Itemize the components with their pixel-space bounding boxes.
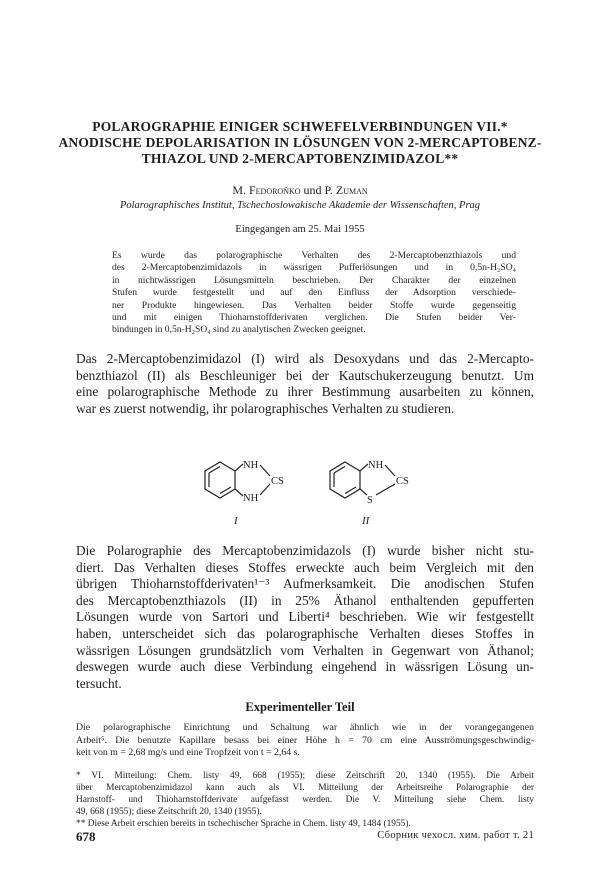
author-2-surname: Zuman [335,183,368,197]
author-line [40,183,560,198]
title-line-3: THIAZOL UND 2-MERCAPTOBENZIMIDAZOL** [141,151,459,166]
author-1-initial: M. [232,183,249,197]
article-title [40,119,560,167]
main-line: tersucht. [76,675,122,691]
footnote-line: * VI. Mitteilung: Chem. listy 49, 668 (1955); diese Zeitschrift 20, 1340 (1955). Die Arbeit [76,771,534,781]
received-date: Eingegangen am 25. Mai 1955 [235,224,365,235]
footnote-line: ** Diese Arbeit erschien bereits in tschechischer Sprache in Chem. listy 49, 1484 (1955). [76,819,411,829]
main-line: des Mercaptobenzthiazols (II) in 25% Äthanol enthaltenden gepufferten [76,592,534,608]
footnote-line: Harnstoff- und Thioharnstoffderivate aufgefasst werden. Die V. Mitteilung siehe Chem. listy [76,795,534,805]
structure-II [330,462,395,498]
structural-formulas [190,452,430,532]
structure-II-bottom-group: S [367,495,373,506]
author-2-initial: P. [324,183,336,197]
abstract-line: Stufen wurde festgestellt und auf den Einfluss der Adsorption verschiede- [112,287,516,299]
main-line: haben, unterscheidet sich das polarographische Verhalten dieses Stoffes in [76,625,534,641]
structure-I-top-group: NH [243,460,259,471]
author-connector: und [300,183,325,197]
structure-II-top-group: NH [368,460,384,471]
page-number: 678 [76,829,96,844]
main-line: diert. Das Verhalten dieses Stoffes erweckte auch beim Vergleich mit den [76,559,534,575]
intro-line: eine polarographische Methode zu ihrer Bestimmung ausarbeiten zu können, [76,384,534,400]
main-paragraph [76,543,534,692]
abstract-line: ner Produkte hingewiesen. Das Verhalten beider Stoffe wurde gegenseitig [112,299,516,311]
abstract [112,250,516,337]
intro-line: war es zuerst notwendig, ihr polarographisches Verhalten zu studieren. [76,400,455,416]
footnote-line: über Mercaptobenzimidazol kann auch als VI. Mitteilung der Arbeitsreihe Polarographie der [76,783,534,793]
main-line: deswegen wurde auch diese Verbindung eingehend in wässrigen Lösung un- [76,659,534,675]
structure-II-label: II [362,515,370,527]
institution: Polarographisches Institut, Tschechoslowakische Akademie der Wissenschaften, Prag [119,200,481,211]
intro-line: benzthiazol (II) als Beschleuniger bei der Kautschukerzeugung benutzt. Um [76,367,534,383]
main-line: wässrigen Lösungen grundsätzlich vom Verhalten in Gegenwart von Äthanol; [76,642,534,658]
abstract-line: des 2-Mercaptobenzimidazols in wässrigen Pufferlösungen und in 0,5n-H₂SO₄ [112,262,516,274]
abstract-line: bindungen in 0,5n-H₂SO₄ sind zu analytischen Zwecken geeignet. [112,324,366,336]
section-heading: Experimenteller Teil [245,700,355,714]
experimental-line: Arbeit⁵. Die benutzte Kapillare besass bei einer Höhe h = 70 cm eine Ausströmungsgeschwindig- [76,734,534,746]
journal-reference: Сборник чехосл. хим. работ т. 21 [377,830,534,841]
experimental-line: keit von m = 2,68 mg/s und eine Tropfzeit von t = 2,64 s. [76,747,300,759]
main-line: Lösungen wurde von Sartori und Liberti⁴ beschrieben. Wie wir festgestellt [76,609,534,625]
author-1-surname: Fedoroňko [248,183,301,197]
main-line: Die Polarographie des Mercaptobenzimidazols (I) wurde bisher nicht stu- [76,543,534,558]
abstract-line: und mit einigen Thioharnstoffderivaten verglichen. Die Stufen beider Ver- [112,312,516,324]
intro-paragraph [76,351,534,417]
structure-I-right-group: CS [271,476,284,487]
footnotes [76,770,534,830]
title-line-2: ANODISCHE DEPOLARISATION IN LÖSUNGEN VON 2-MERCAPTOBENZ- [58,135,542,150]
main-line: übrigen Thioharnstoffderivaten¹⁻³ Aufmerksamkeit. Die anodischen Stufen [76,576,534,592]
structure-I-bottom-group: NH [243,493,259,504]
title-line-1: POLAROGRAPHIE EINIGER SCHWEFELVERBINDUNGEN VII.* [92,119,508,134]
abstract-line: in nichtwässrigen Lösungsmitteln beschrieben. Der Charakter der einzelnen [112,274,516,286]
structure-I-label: I [234,515,238,527]
experimental-paragraph [76,722,534,760]
experimental-line: Die polarographische Einrichtung und Schaltung war ähnlich wie in der vorangegangenen [76,722,534,733]
footnote-line: 49, 668 (1955); diese Zeitschrift 20, 1340 (1955). [76,807,262,817]
abstract-line: Es wurde das polarographische Verhalten des 2-Mercaptobenzthiazols und [112,250,516,261]
structure-I [205,462,270,498]
structure-II-right-group: CS [396,476,409,487]
intro-line: Das 2-Mercaptobenzimidazol (I) wird als Desoxydans und das 2-Mercapto- [76,351,534,366]
